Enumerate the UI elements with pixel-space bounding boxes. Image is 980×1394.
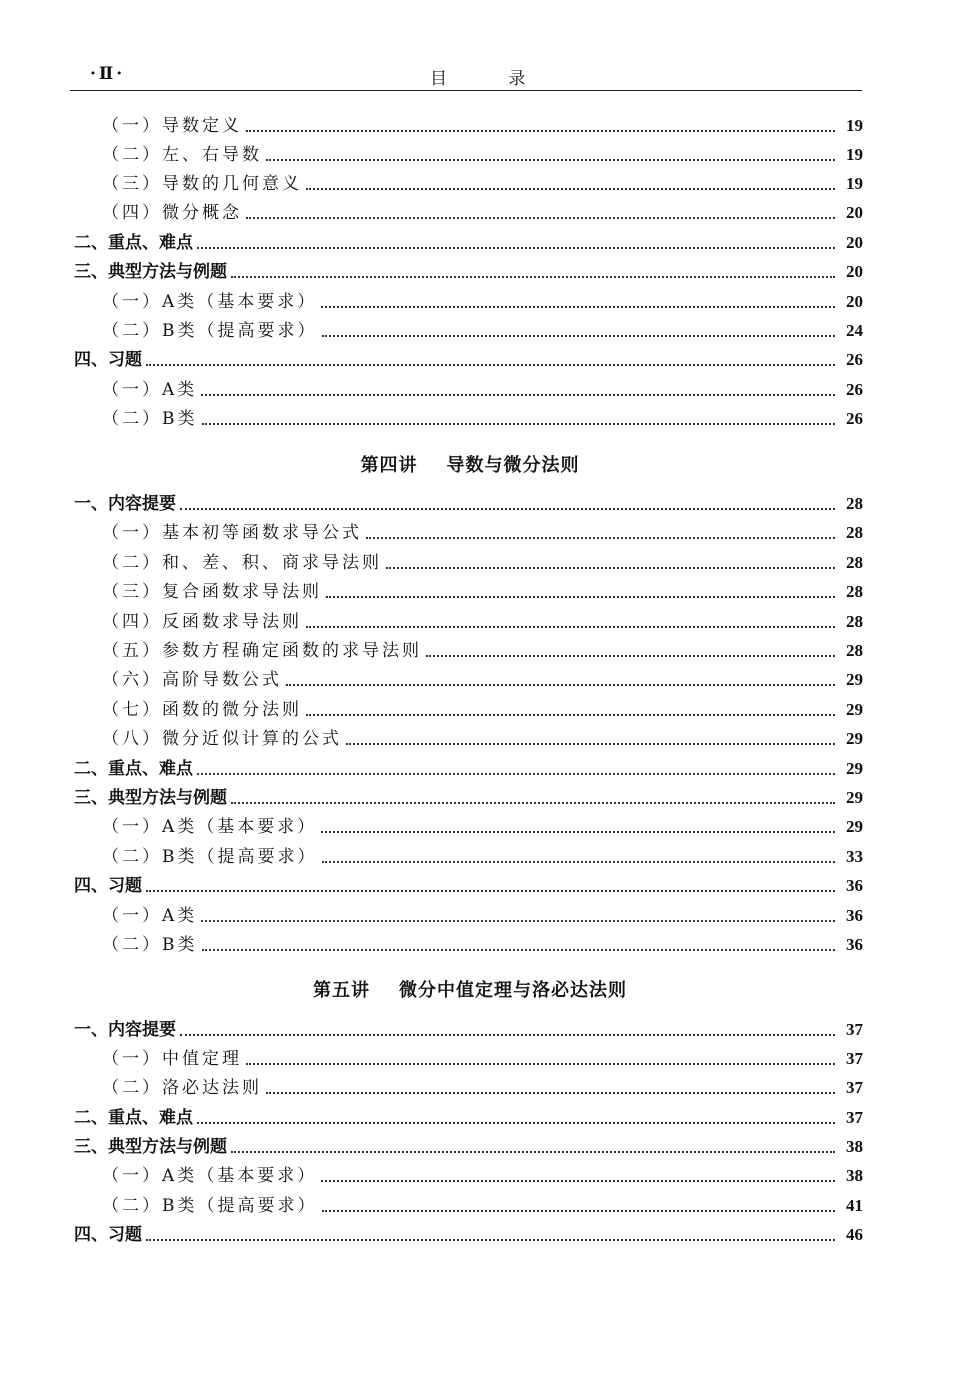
- dot-leader: [246, 215, 835, 219]
- toc-entry-page: 28: [846, 612, 863, 631]
- toc-entry-page: 29: [846, 729, 863, 748]
- lecture-heading: 第五讲 微分中值定理与洛必达法则: [312, 980, 628, 1001]
- dot-leader: [231, 274, 835, 278]
- toc-entry-label: （二）B类: [102, 935, 198, 955]
- toc-entry-page: 37: [846, 1049, 863, 1068]
- toc-entry-page: 37: [846, 1020, 863, 1039]
- toc-entry-label: （二）B类（提高要求）: [102, 321, 318, 341]
- dot-leader: [322, 1208, 836, 1212]
- toc-entry-section: [74, 786, 863, 810]
- toc-entry-subsection: [102, 1076, 863, 1100]
- dot-leader: [321, 304, 835, 308]
- toc-entry-page: 28: [846, 523, 863, 542]
- dot-leader: [231, 1149, 835, 1153]
- toc-entry-page: 29: [846, 670, 863, 689]
- toc-entry-label: （四）微分概念: [102, 203, 242, 223]
- toc-entry-page: 38: [846, 1166, 863, 1185]
- toc-entry-label: （二）洛必达法则: [102, 1078, 262, 1098]
- dot-leader: [266, 157, 835, 161]
- toc-entry-subsection: [102, 521, 863, 545]
- toc-entry-subsection: [102, 290, 863, 314]
- dot-leader: [326, 594, 835, 598]
- dot-leader: [322, 333, 836, 337]
- toc-entry-page: 24: [846, 321, 863, 340]
- toc-entry-label: （七）函数的微分法则: [102, 700, 302, 720]
- dot-leader: [321, 829, 835, 833]
- toc-entry-label: 二、重点、难点: [74, 759, 193, 779]
- toc-entry-page: 19: [846, 116, 863, 135]
- toc-entry-section: [74, 1135, 863, 1159]
- toc-entry-label: 四、习题: [74, 876, 142, 896]
- dot-leader: [201, 918, 835, 922]
- toc-entry-label: （五）参数方程确定函数的求导法则: [102, 641, 422, 661]
- toc-entry-subsection: [102, 143, 863, 167]
- page-number: ·Ⅱ·: [90, 64, 126, 84]
- toc-entry-page: 19: [846, 145, 863, 164]
- dot-leader: [146, 888, 835, 892]
- dot-leader: [146, 362, 835, 366]
- toc-entry-page: 29: [846, 788, 863, 807]
- toc-entry-label: （一）A类（基本要求）: [102, 1166, 318, 1186]
- toc-entry-subsection: [102, 815, 863, 839]
- toc-entry-subsection: [102, 904, 863, 928]
- toc-entry-page: 29: [846, 700, 863, 719]
- toc-entry-page: 28: [846, 641, 863, 660]
- dot-leader: [386, 565, 835, 569]
- toc-entry-page: 26: [846, 350, 863, 369]
- toc-entry-section: [74, 492, 863, 516]
- toc-entry-page: 28: [846, 494, 863, 513]
- toc-entry-page: 36: [846, 876, 863, 895]
- toc-entry-label: （二）和、差、积、商求导法则: [102, 553, 382, 573]
- toc-entry-section: [74, 260, 863, 284]
- toc-entry-page: 20: [846, 203, 863, 222]
- toc-entry-label: （二）左、右导数: [102, 145, 262, 165]
- toc-entry-subsection: [102, 845, 863, 869]
- toc-entry-subsection: [102, 1194, 863, 1218]
- toc-entry-label: （三）导数的几何意义: [102, 174, 302, 194]
- lecture-heading: 第四讲 导数与微分法则: [360, 455, 580, 476]
- toc-entry-page: 38: [846, 1137, 863, 1156]
- toc-entry-subsection: [102, 172, 863, 196]
- toc-entry-subsection: [102, 610, 863, 634]
- toc-entry-label: 二、重点、难点: [74, 233, 193, 253]
- toc-entry-page: 29: [846, 817, 863, 836]
- toc-entry-section: [74, 231, 863, 255]
- toc-entry-subsection: [102, 1047, 863, 1071]
- dot-leader: [346, 741, 835, 745]
- toc-entry-label: （六）高阶导数公式: [102, 670, 282, 690]
- toc-entry-page: 28: [846, 553, 863, 572]
- toc-entry-label: （一）A类（基本要求）: [102, 817, 318, 837]
- toc-entry-label: （一）A类: [102, 906, 198, 926]
- dot-leader: [366, 535, 835, 539]
- toc-entry-page: 26: [846, 409, 863, 428]
- dot-leader: [201, 392, 835, 396]
- dot-leader: [231, 800, 835, 804]
- dot-leader: [146, 1237, 835, 1241]
- dot-leader: [197, 1120, 835, 1124]
- dot-leader: [246, 1061, 835, 1065]
- toc-entry-label: （二）B类（提高要求）: [102, 1196, 318, 1216]
- toc-entry-section: [74, 874, 863, 898]
- toc-entry-section: [74, 1223, 863, 1247]
- toc-entry-label: （一）导数定义: [102, 116, 242, 136]
- toc-entry-subsection: [102, 933, 863, 957]
- toc-entry-page: 37: [846, 1108, 863, 1127]
- dot-leader: [202, 947, 836, 951]
- dot-leader: [321, 1178, 835, 1182]
- toc-entry-page: 41: [846, 1196, 863, 1215]
- toc-entry-subsection: [102, 639, 863, 663]
- toc-entry-label: （八）微分近似计算的公式: [102, 729, 342, 749]
- toc-entry-page: 36: [846, 906, 863, 925]
- toc-entry-page: 33: [846, 847, 863, 866]
- toc-entry-page: 28: [846, 582, 863, 601]
- toc-entry-subsection: [102, 551, 863, 575]
- toc-entry-subsection: [102, 698, 863, 722]
- toc-entry-label: （三）复合函数求导法则: [102, 582, 322, 602]
- toc-entry-subsection: [102, 1164, 863, 1188]
- toc-entry-label: 三、典型方法与例题: [74, 262, 227, 282]
- toc-entry-label: （一）A类: [102, 380, 198, 400]
- toc-entry-section: [74, 1018, 863, 1042]
- page-header: [70, 60, 862, 91]
- toc-entry-subsection: [102, 727, 863, 751]
- toc-entry-label: （二）B类（提高要求）: [102, 847, 318, 867]
- toc-entry-section: [74, 348, 863, 372]
- toc-entry-subsection: [102, 201, 863, 225]
- toc-entry-label: （一）基本初等函数求导公式: [102, 523, 362, 543]
- dot-leader: [322, 859, 836, 863]
- toc-entry-label: （一）A类（基本要求）: [102, 292, 318, 312]
- toc-entry-page: 19: [846, 174, 863, 193]
- dot-leader: [197, 245, 835, 249]
- toc-entry-page: 20: [846, 233, 863, 252]
- toc-entry-label: （二）B类: [102, 409, 198, 429]
- toc-entry-label: 三、典型方法与例题: [74, 788, 227, 808]
- dot-leader: [246, 128, 835, 132]
- toc-entry-label: 四、习题: [74, 1225, 142, 1245]
- dot-leader: [197, 771, 835, 775]
- dot-leader: [306, 186, 835, 190]
- toc-entry-subsection: [102, 668, 863, 692]
- toc-entry-page: 29: [846, 759, 863, 778]
- toc-entry-label: （一）中值定理: [102, 1049, 242, 1069]
- toc-entry-page: 46: [846, 1225, 863, 1244]
- toc-entry-label: 三、典型方法与例题: [74, 1137, 227, 1157]
- toc-entry-section: [74, 1106, 863, 1130]
- dot-leader: [180, 506, 835, 510]
- toc-entry-label: 四、习题: [74, 350, 142, 370]
- dot-leader: [286, 682, 835, 686]
- toc-entry-subsection: [102, 407, 863, 431]
- toc-entry-page: 37: [846, 1078, 863, 1097]
- dot-leader: [426, 653, 835, 657]
- toc-entry-subsection: [102, 114, 863, 138]
- dot-leader: [202, 421, 836, 425]
- toc-entry-page: 26: [846, 380, 863, 399]
- dot-leader: [306, 624, 835, 628]
- toc-entry-page: 36: [846, 935, 863, 954]
- dot-leader: [180, 1032, 835, 1036]
- dot-leader: [266, 1090, 835, 1094]
- toc-entry-section: [74, 757, 863, 781]
- toc-entry-label: 一、内容提要: [74, 1020, 176, 1040]
- toc-entry-subsection: [102, 319, 863, 343]
- toc-entry-page: 20: [846, 262, 863, 281]
- toc-entry-label: 二、重点、难点: [74, 1108, 193, 1128]
- toc-entry-label: 一、内容提要: [74, 494, 176, 514]
- toc-entry-label: （四）反函数求导法则: [102, 612, 302, 632]
- page-title: 目 录: [430, 69, 554, 89]
- toc-entry-page: 20: [846, 292, 863, 311]
- dot-leader: [306, 712, 835, 716]
- toc-entry-subsection: [102, 378, 863, 402]
- toc-entry-subsection: [102, 580, 863, 604]
